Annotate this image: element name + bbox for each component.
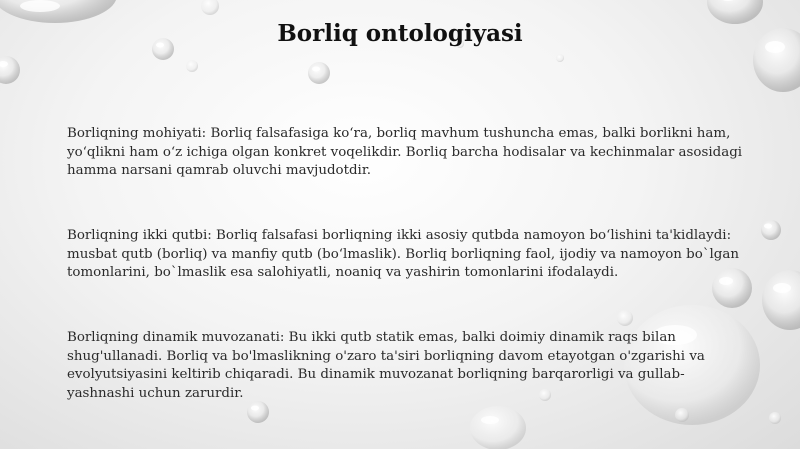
paragraph-borliq-mohiyati: Borliqning mohiyati: Borliq falsafasiga ko‘ra, borliq mavhum tushuncha emas, balki borlikni ham, yo‘qlikni ham o‘z ichiga olgan konkret voqelikdir. Borliq barcha hodisalar va kechinmalar asosidagi hamma narsani qamrab oluvchi mavjudotdir. [67, 126, 743, 178]
droplet [762, 270, 800, 330]
droplet [470, 406, 526, 449]
paragraph-dinamik-muvozanati: Borliqning dinamik muvozanati: Bu ikki qutb statik emas, balki doimiy dinamik raqs bilan shug'ullanadi. Borliq va bo'lmaslikning o'zaro ta'siri borliqning davom etayotgan o'zgarishi va evolyutsiyasini keltirib chiqaradi. Bu dinamik muvozanat borliqning barqarorligi va gullab-yashnashi uchun zarurdir. [67, 330, 705, 401]
droplet [247, 401, 269, 423]
droplet [617, 310, 633, 326]
slide-title: Borliq ontologiyasi [277, 20, 523, 47]
droplet [761, 220, 781, 240]
droplet [201, 0, 219, 15]
droplet [0, 56, 20, 84]
droplet [675, 408, 689, 422]
droplet [769, 412, 781, 424]
paragraph-ikki-qutbi: Borliqning ikki qutbi: Borliq falsafasi borliqning ikki asosiy qutbda namoyon bo‘lishini ta'kidlaydi: musbat qutb (borliq) va manfiy qutb (bo‘lmaslik). Borliq borliqning faol, ijodiy va namoyon bo`lgan tomonlarini, bo`lmaslik esa salohiyatli, noaniq va yashirin tomonlarini ifodalaydi. [67, 228, 739, 280]
droplet [556, 54, 564, 62]
droplet [186, 60, 198, 72]
droplet [308, 62, 330, 84]
